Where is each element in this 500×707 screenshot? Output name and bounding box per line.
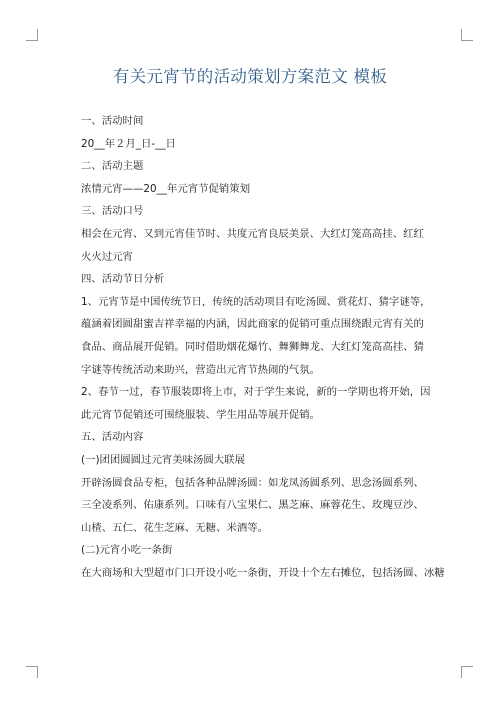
crop-mark-bottom-right xyxy=(461,666,473,678)
activity-theme: 浓情元宵——20__年元宵节促销策划 xyxy=(81,182,251,195)
crop-mark-top-left xyxy=(26,29,38,41)
document-title: 有关元宵节的活动策划方案范文 模板 xyxy=(112,67,388,86)
section-heading-content: 五、活动内容 xyxy=(81,431,144,444)
crop-mark-top-right xyxy=(461,29,473,41)
section-heading-analysis: 四、活动节日分析 xyxy=(81,273,165,286)
activity-date: 20__年２月_日-__日 xyxy=(81,137,176,150)
subsection-heading-tangyuan-expo: (一)团团圆圆过元宵美味汤圆大联展 xyxy=(81,453,245,466)
section-heading-slogan: 三、活动口号 xyxy=(81,205,144,218)
activity-slogan: 相会在元宵、又到元宵佳节时、共度元宵良辰美景、大红灯笼高高挂、红红火火过元宵 xyxy=(81,227,424,263)
subsection-heading-snack-street: (二)元宵小吃一条街 xyxy=(81,544,173,557)
document-body xyxy=(81,110,445,584)
section-heading-theme: 二、活动主题 xyxy=(81,160,144,173)
snack-street-paragraph: 在大商场和大型超市门口开设小吃一条街，开设十个左右摊位，包括汤圆、冰糖 xyxy=(81,566,445,579)
section-heading-time: 一、活动时间 xyxy=(81,115,144,127)
tangyuan-expo-paragraph: 开辟汤圆食品专柜，包括各种品牌汤圆：如龙凤汤圆系列、思念汤圆系列、三全凌系列、佑康系列。口味有八宝果仁、黑芝麻、麻蓉花生、玫瑰豆沙、山楂、五仁、花生芝麻、无糖、米酒等。 xyxy=(81,476,424,534)
analysis-paragraph-1: 1、元宵节是中国传统节日，传统的活动项目有吃汤圆、赏花灯、猜字谜等，蕴涵着团圆甜蜜吉祥幸福的内涵，因此商家的促销可重点围绕跟元宵有关的食品、商品展开促销。同时借助烟花爆竹、舞狮舞龙、大红灯笼高高挂、猜字谜等传统活动来助兴，营造出元宵节热闹的气氛。 xyxy=(81,295,431,376)
analysis-paragraph-2: 2、春节一过，春节服装即将上市，对于学生来说，新的一学期也将开始，因此元宵节促销还可围绕服装、学生用品等展开促销。 xyxy=(81,386,431,421)
crop-mark-bottom-left xyxy=(26,666,38,678)
